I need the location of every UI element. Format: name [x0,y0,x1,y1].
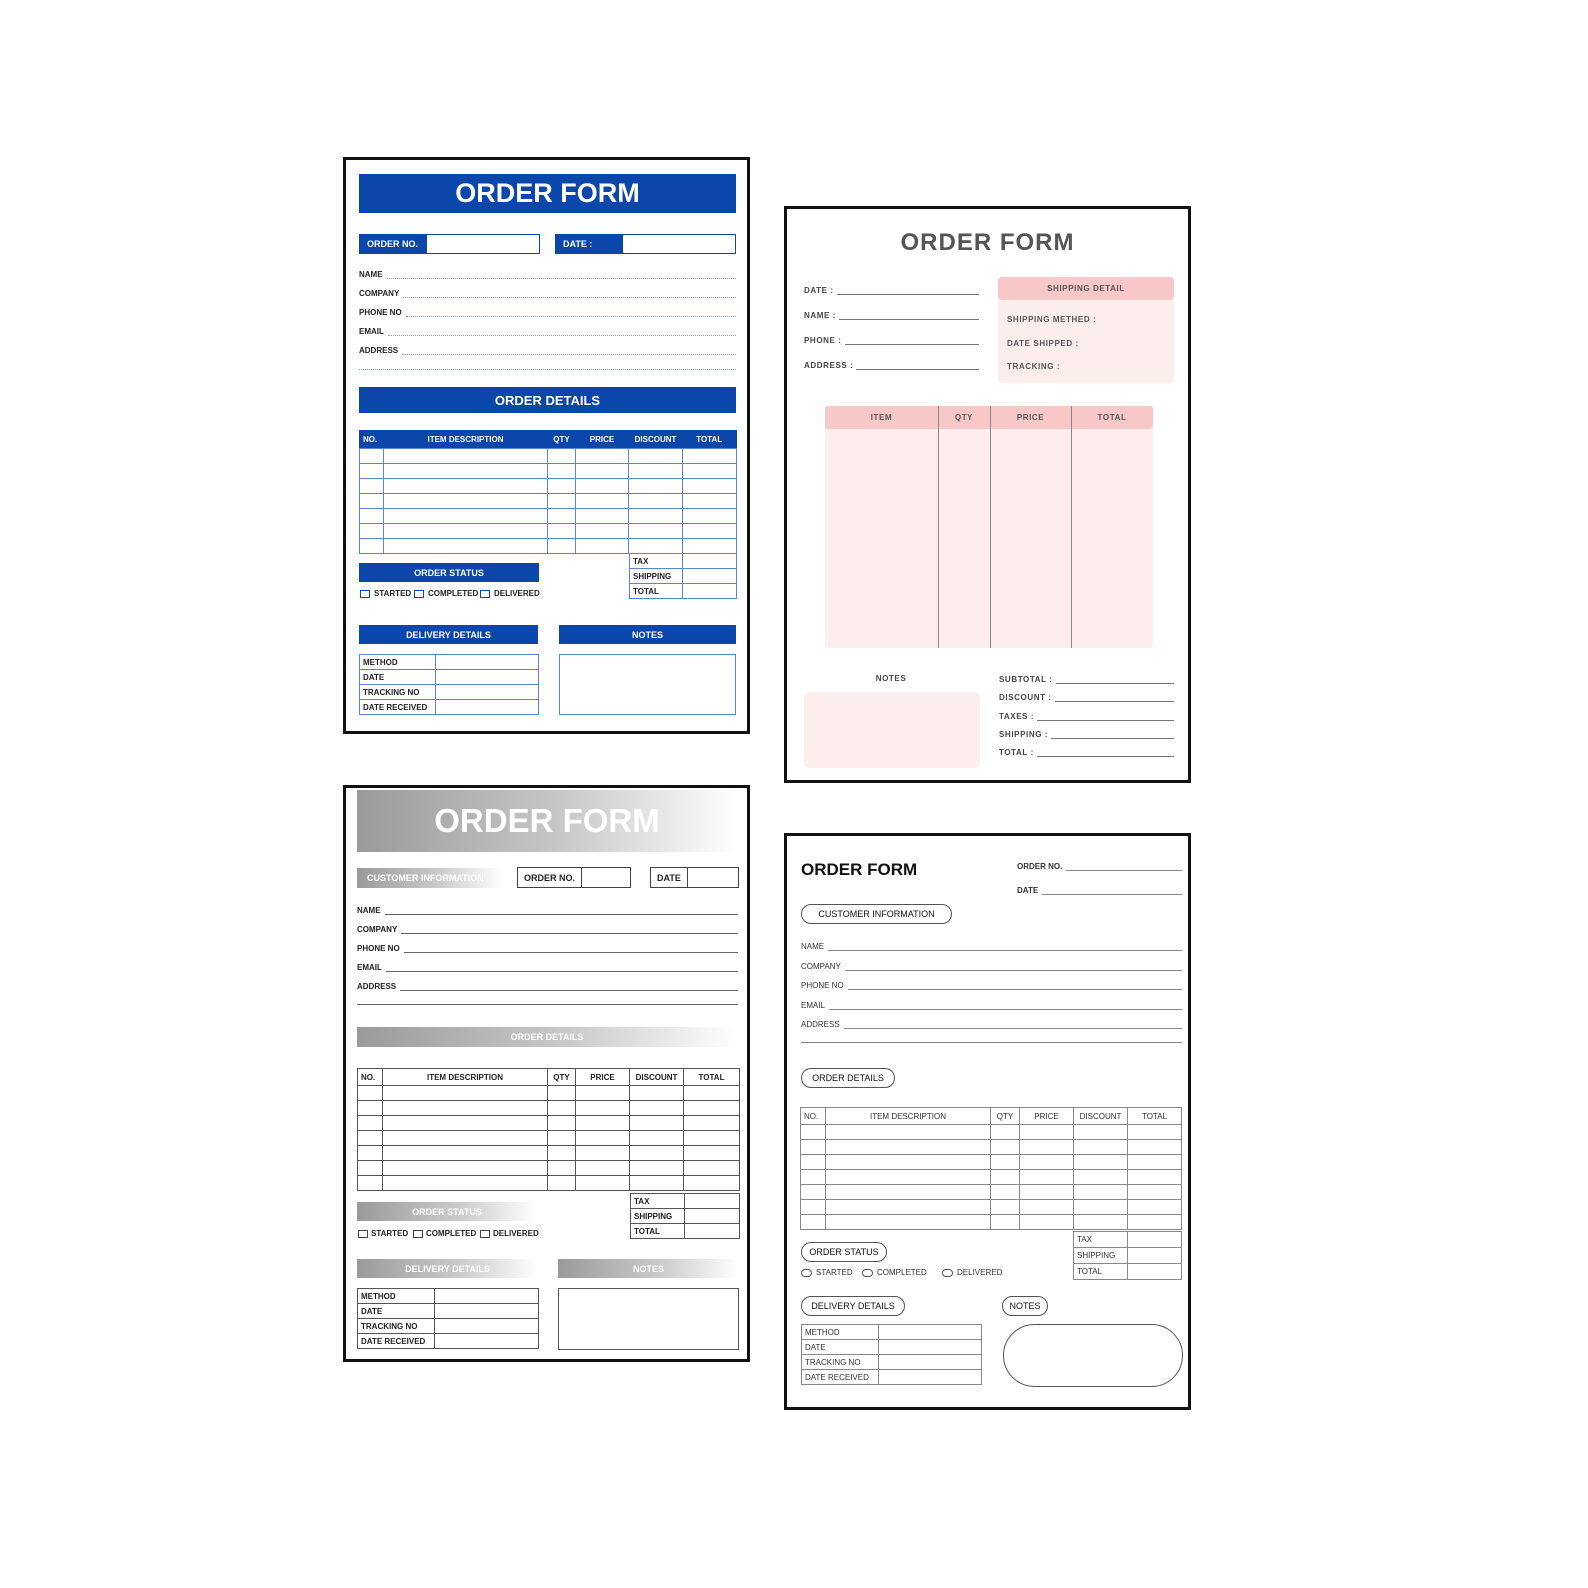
shipping-label: SHIPPING [1074,1248,1128,1264]
shipping-row[interactable] [631,1209,740,1224]
email-field[interactable] [357,963,738,972]
status-started[interactable] [801,1268,853,1277]
date-input[interactable] [623,235,735,253]
tracking-label: TRACKING NO [360,685,436,700]
table-header-row [801,1108,1182,1125]
tracking-label: TRACKING NO [802,1355,879,1370]
total-line[interactable] [1037,749,1174,757]
table-row[interactable] [360,494,737,509]
order-no-line[interactable] [1066,864,1182,871]
items-table [357,1068,740,1191]
order-form-pink [784,206,1191,783]
totals-table [629,553,737,599]
company-label: COMPANY [801,962,841,971]
email-field[interactable] [359,327,736,336]
col-total: TOTAL [1097,413,1127,422]
name-field[interactable] [357,906,738,915]
subtotal-field[interactable] [999,675,1174,684]
notes-box[interactable] [804,692,980,768]
notes-box[interactable] [1003,1324,1183,1387]
company-label: COMPANY [357,925,398,934]
total-label: TOTAL [630,584,683,599]
totals-table [1073,1231,1182,1280]
order-status-header: ORDER STATUS [801,1242,887,1262]
date-received-label: DATE RECEIVED [360,700,436,715]
total-field[interactable] [999,748,1174,757]
col-price: PRICE [1020,1108,1074,1125]
status-delivered[interactable] [942,1268,1002,1277]
address-field[interactable] [359,346,736,355]
email-line[interactable] [388,328,736,336]
company-field[interactable] [359,289,736,298]
tax-row[interactable] [630,554,737,569]
col-no: NO. [801,1108,826,1125]
col-no: NO. [358,1069,383,1086]
shipping-label: SHIPPING : [999,730,1049,739]
table-row[interactable] [360,509,737,524]
name-line[interactable] [828,944,1182,951]
col-total: TOTAL [684,1069,740,1086]
address-label: ADDRESS [357,982,397,991]
tracking-row[interactable] [802,1355,982,1370]
table-row[interactable] [360,449,737,464]
table-row[interactable] [358,1101,740,1116]
table-row[interactable] [360,524,737,539]
order-status-header: ORDER STATUS [357,1202,537,1221]
name-field[interactable] [359,270,736,279]
radio-icon[interactable] [942,1269,953,1277]
date-line[interactable] [1042,888,1182,895]
tax-row[interactable] [1074,1232,1182,1248]
items-table [800,1107,1182,1230]
status-label: STARTED [371,1229,409,1238]
radio-icon[interactable] [801,1269,812,1277]
order-no-label: ORDER NO. [360,235,427,253]
company-field[interactable] [801,962,1182,971]
phone-field[interactable] [801,981,1182,990]
date-field[interactable] [650,867,739,888]
email-label: EMAIL [359,327,384,336]
col-price: PRICE [576,1069,630,1086]
company-line[interactable] [401,926,738,934]
table-row[interactable] [801,1200,1182,1215]
shipping-method[interactable]: SHIPPING METHED : [1007,315,1097,324]
date-label: DATE [358,1304,435,1319]
col-item-description: ITEM DESCRIPTION [826,1108,991,1125]
table-row[interactable] [360,464,737,479]
column-divider [990,406,991,648]
tracking-label: TRACKING NO [358,1319,435,1334]
total-label: TOTAL [631,1224,685,1239]
shipping-row[interactable] [1074,1248,1182,1264]
col-price: PRICE [1016,413,1045,422]
date-received-label: DATE RECEIVED [802,1370,879,1385]
phone-line[interactable] [406,309,736,317]
date-row[interactable] [358,1304,539,1319]
delivery-details-header: DELIVERY DETAILS [801,1296,905,1316]
phone-label: PHONE NO [359,308,402,317]
date-row[interactable] [802,1340,982,1355]
status-label: COMPLETED [428,589,479,598]
shipping-label: SHIPPING [630,569,683,584]
taxes-label: TAXES : [999,712,1035,721]
method-label: METHOD [802,1325,879,1340]
name-label: NAME [359,270,383,279]
order-details-header: ORDER DETAILS [357,1027,737,1047]
table-row[interactable] [801,1170,1182,1185]
customer-information-header: CUSTOMER INFORMATION [357,868,502,888]
subtotal-label: SUBTOTAL : [999,675,1053,684]
address-label: ADDRESS [359,346,399,355]
subtotal-line[interactable] [1056,676,1174,684]
order-no-field[interactable] [359,234,540,254]
status-started[interactable] [358,1229,408,1238]
email-field[interactable] [801,1001,1182,1010]
table-row[interactable] [360,479,737,494]
date-label: DATE [802,1340,879,1355]
total-label: TOTAL : [999,748,1034,757]
name-line[interactable] [385,907,738,915]
method-row[interactable] [802,1325,982,1340]
shipping-detail-header: SHIPPING DETAIL [998,277,1174,300]
tax-label: TAX [1074,1232,1128,1248]
delivery-table [357,1288,539,1349]
date-label: DATE : [556,235,623,253]
table-row[interactable] [358,1086,740,1101]
phone-line[interactable] [404,945,738,953]
table-row[interactable] [801,1215,1182,1230]
date-input[interactable] [688,868,738,887]
address-line-2[interactable] [357,1004,738,1005]
date-label: DATE : [804,286,834,295]
order-form-blue [343,157,750,734]
email-label: EMAIL [357,963,382,972]
form-title: ORDER FORM [359,174,736,213]
date-shipped[interactable]: DATE SHIPPED : [1007,339,1079,348]
order-form-gray [343,785,750,1362]
status-label: COMPLETED [877,1268,927,1277]
checkbox-icon[interactable] [480,1230,490,1238]
order-details-header: ORDER DETAILS [801,1068,895,1088]
order-form-outline [784,833,1191,1410]
discount-field[interactable] [999,693,1174,702]
tracking-row[interactable] [358,1319,539,1334]
checkbox-icon[interactable] [358,1230,368,1238]
tax-label: TAX [631,1194,685,1209]
order-no-field[interactable] [517,867,631,888]
status-completed[interactable] [414,589,478,598]
col-item-description: ITEM DESCRIPTION [383,1069,548,1086]
customer-information-header: CUSTOMER INFORMATION [801,904,952,924]
date-received-row[interactable] [360,700,539,715]
totals-table [630,1193,740,1239]
tracking[interactable]: TRACKING : [1007,362,1061,371]
notes-header: NOTES [558,1259,739,1278]
order-details-header: ORDER DETAILS [359,387,736,413]
col-discount: DISCOUNT [629,431,683,449]
address-line[interactable] [844,1022,1182,1029]
notes-box[interactable] [558,1288,739,1350]
discount-line[interactable] [1055,694,1174,702]
form-title: ORDER FORM [357,790,737,852]
email-line[interactable] [829,1003,1182,1010]
table-row[interactable] [801,1185,1182,1200]
table-header-row [358,1069,740,1086]
date-label: DATE [1017,886,1039,895]
status-delivered[interactable] [480,589,540,598]
checkbox-icon[interactable] [414,590,424,598]
phone-label: PHONE NO [801,981,844,990]
checkbox-icon[interactable] [360,590,370,598]
table-row[interactable] [358,1131,740,1146]
form-title: ORDER FORM [900,229,1075,256]
name-line[interactable] [387,271,736,279]
address-line[interactable] [856,362,979,370]
address-field[interactable] [801,1020,1182,1029]
address-line[interactable] [400,983,738,991]
notes-label: NOTES [875,674,907,683]
name-field[interactable] [804,311,979,320]
delivery-details-header: DELIVERY DETAILS [357,1259,538,1278]
address-label: ADDRESS [801,1020,840,1029]
col-discount: DISCOUNT [1074,1108,1128,1125]
status-delivered[interactable] [480,1229,539,1238]
company-label: COMPANY [359,289,400,298]
shipping-line[interactable] [1051,731,1174,739]
address-field[interactable] [804,361,979,370]
delivery-details-header: DELIVERY DETAILS [359,625,538,644]
status-label: DELIVERED [494,589,540,598]
items-grid[interactable] [825,406,1153,648]
order-no-field[interactable] [1017,862,1182,871]
date-received-row[interactable] [802,1370,982,1385]
total-row[interactable] [631,1224,740,1239]
address-line-2[interactable] [801,1042,1182,1043]
col-qty: QTY [548,431,576,449]
col-total: TOTAL [1128,1108,1182,1125]
column-divider [1071,406,1072,648]
radio-icon[interactable] [862,1269,873,1277]
items-table [359,430,737,554]
date-field[interactable] [1017,886,1182,895]
date-field[interactable] [555,234,736,254]
email-label: EMAIL [801,1001,826,1010]
discount-label: DISCOUNT : [999,693,1052,702]
table-row[interactable] [801,1140,1182,1155]
delivery-table [801,1324,982,1385]
table-row[interactable] [801,1155,1182,1170]
table-row[interactable] [358,1146,740,1161]
date-received-row[interactable] [358,1334,539,1349]
address-label: ADDRESS : [804,361,854,370]
phone-line[interactable] [848,983,1182,990]
total-row[interactable] [630,584,737,599]
taxes-field[interactable] [999,712,1174,721]
notes-header: NOTES [559,625,736,644]
col-qty: QTY [991,1108,1020,1125]
name-label: NAME [357,906,381,915]
address-line-2[interactable] [359,369,736,370]
phone-label: PHONE : [804,336,842,345]
phone-field[interactable] [804,336,979,345]
status-completed[interactable] [413,1229,476,1238]
date-field[interactable] [804,286,979,295]
table-row[interactable] [358,1161,740,1176]
col-item: ITEM [870,413,893,422]
name-line[interactable] [839,312,979,320]
tax-label: TAX [630,554,683,569]
notes-box[interactable] [559,654,736,715]
col-item-description: ITEM DESCRIPTION [384,431,548,449]
taxes-line[interactable] [1037,713,1174,721]
phone-line[interactable] [845,337,979,345]
status-label: STARTED [816,1268,853,1277]
date-label: DATE [651,868,688,887]
method-row[interactable] [360,655,539,670]
status-label: DELIVERED [493,1229,539,1238]
phone-label: PHONE NO [357,944,400,953]
shipping-field[interactable] [999,730,1174,739]
order-no-label: ORDER NO. [518,868,582,887]
email-line[interactable] [386,964,738,972]
name-field[interactable] [801,942,1182,951]
phone-field[interactable] [359,308,736,317]
col-discount: DISCOUNT [630,1069,684,1086]
status-started[interactable] [360,589,411,598]
method-row[interactable] [358,1289,539,1304]
form-title: ORDER FORM [801,860,918,879]
column-divider [938,406,939,648]
total-row[interactable] [1074,1264,1182,1280]
date-received-label: DATE RECEIVED [358,1334,435,1349]
method-label: METHOD [358,1289,435,1304]
col-price: PRICE [576,431,629,449]
address-line[interactable] [402,347,736,355]
shipping-label: SHIPPING [631,1209,685,1224]
total-label: TOTAL [1074,1264,1128,1280]
phone-field[interactable] [357,944,738,953]
name-label: NAME [801,942,825,951]
company-field[interactable] [357,925,738,934]
col-no: NO. [360,431,384,449]
order-status-header: ORDER STATUS [359,563,539,582]
tax-row[interactable] [631,1194,740,1209]
address-field[interactable] [357,982,738,991]
table-header-row [360,431,737,449]
col-qty: QTY [954,413,974,422]
company-line[interactable] [845,964,1182,971]
date-label: DATE [360,670,436,685]
date-row[interactable] [360,670,539,685]
status-completed[interactable] [862,1268,927,1277]
table-row[interactable] [358,1176,740,1191]
date-line[interactable] [837,287,979,295]
table-row[interactable] [801,1125,1182,1140]
checkbox-icon[interactable] [480,590,490,598]
table-row[interactable] [360,539,737,554]
checkbox-icon[interactable] [413,1230,423,1238]
order-no-label: ORDER NO. [1017,862,1063,871]
table-row[interactable] [358,1116,740,1131]
method-label: METHOD [360,655,436,670]
tracking-row[interactable] [360,685,539,700]
status-label: DELIVERED [957,1268,1003,1277]
delivery-table [359,654,539,715]
col-qty: QTY [548,1069,576,1086]
name-label: NAME : [804,311,837,320]
company-line[interactable] [403,290,736,298]
shipping-row[interactable] [630,569,737,584]
col-total: TOTAL [683,431,737,449]
order-no-input[interactable] [427,235,539,253]
notes-header: NOTES [1002,1296,1048,1316]
order-no-input[interactable] [582,868,630,887]
status-label: COMPLETED [426,1229,477,1238]
status-label: STARTED [374,589,412,598]
